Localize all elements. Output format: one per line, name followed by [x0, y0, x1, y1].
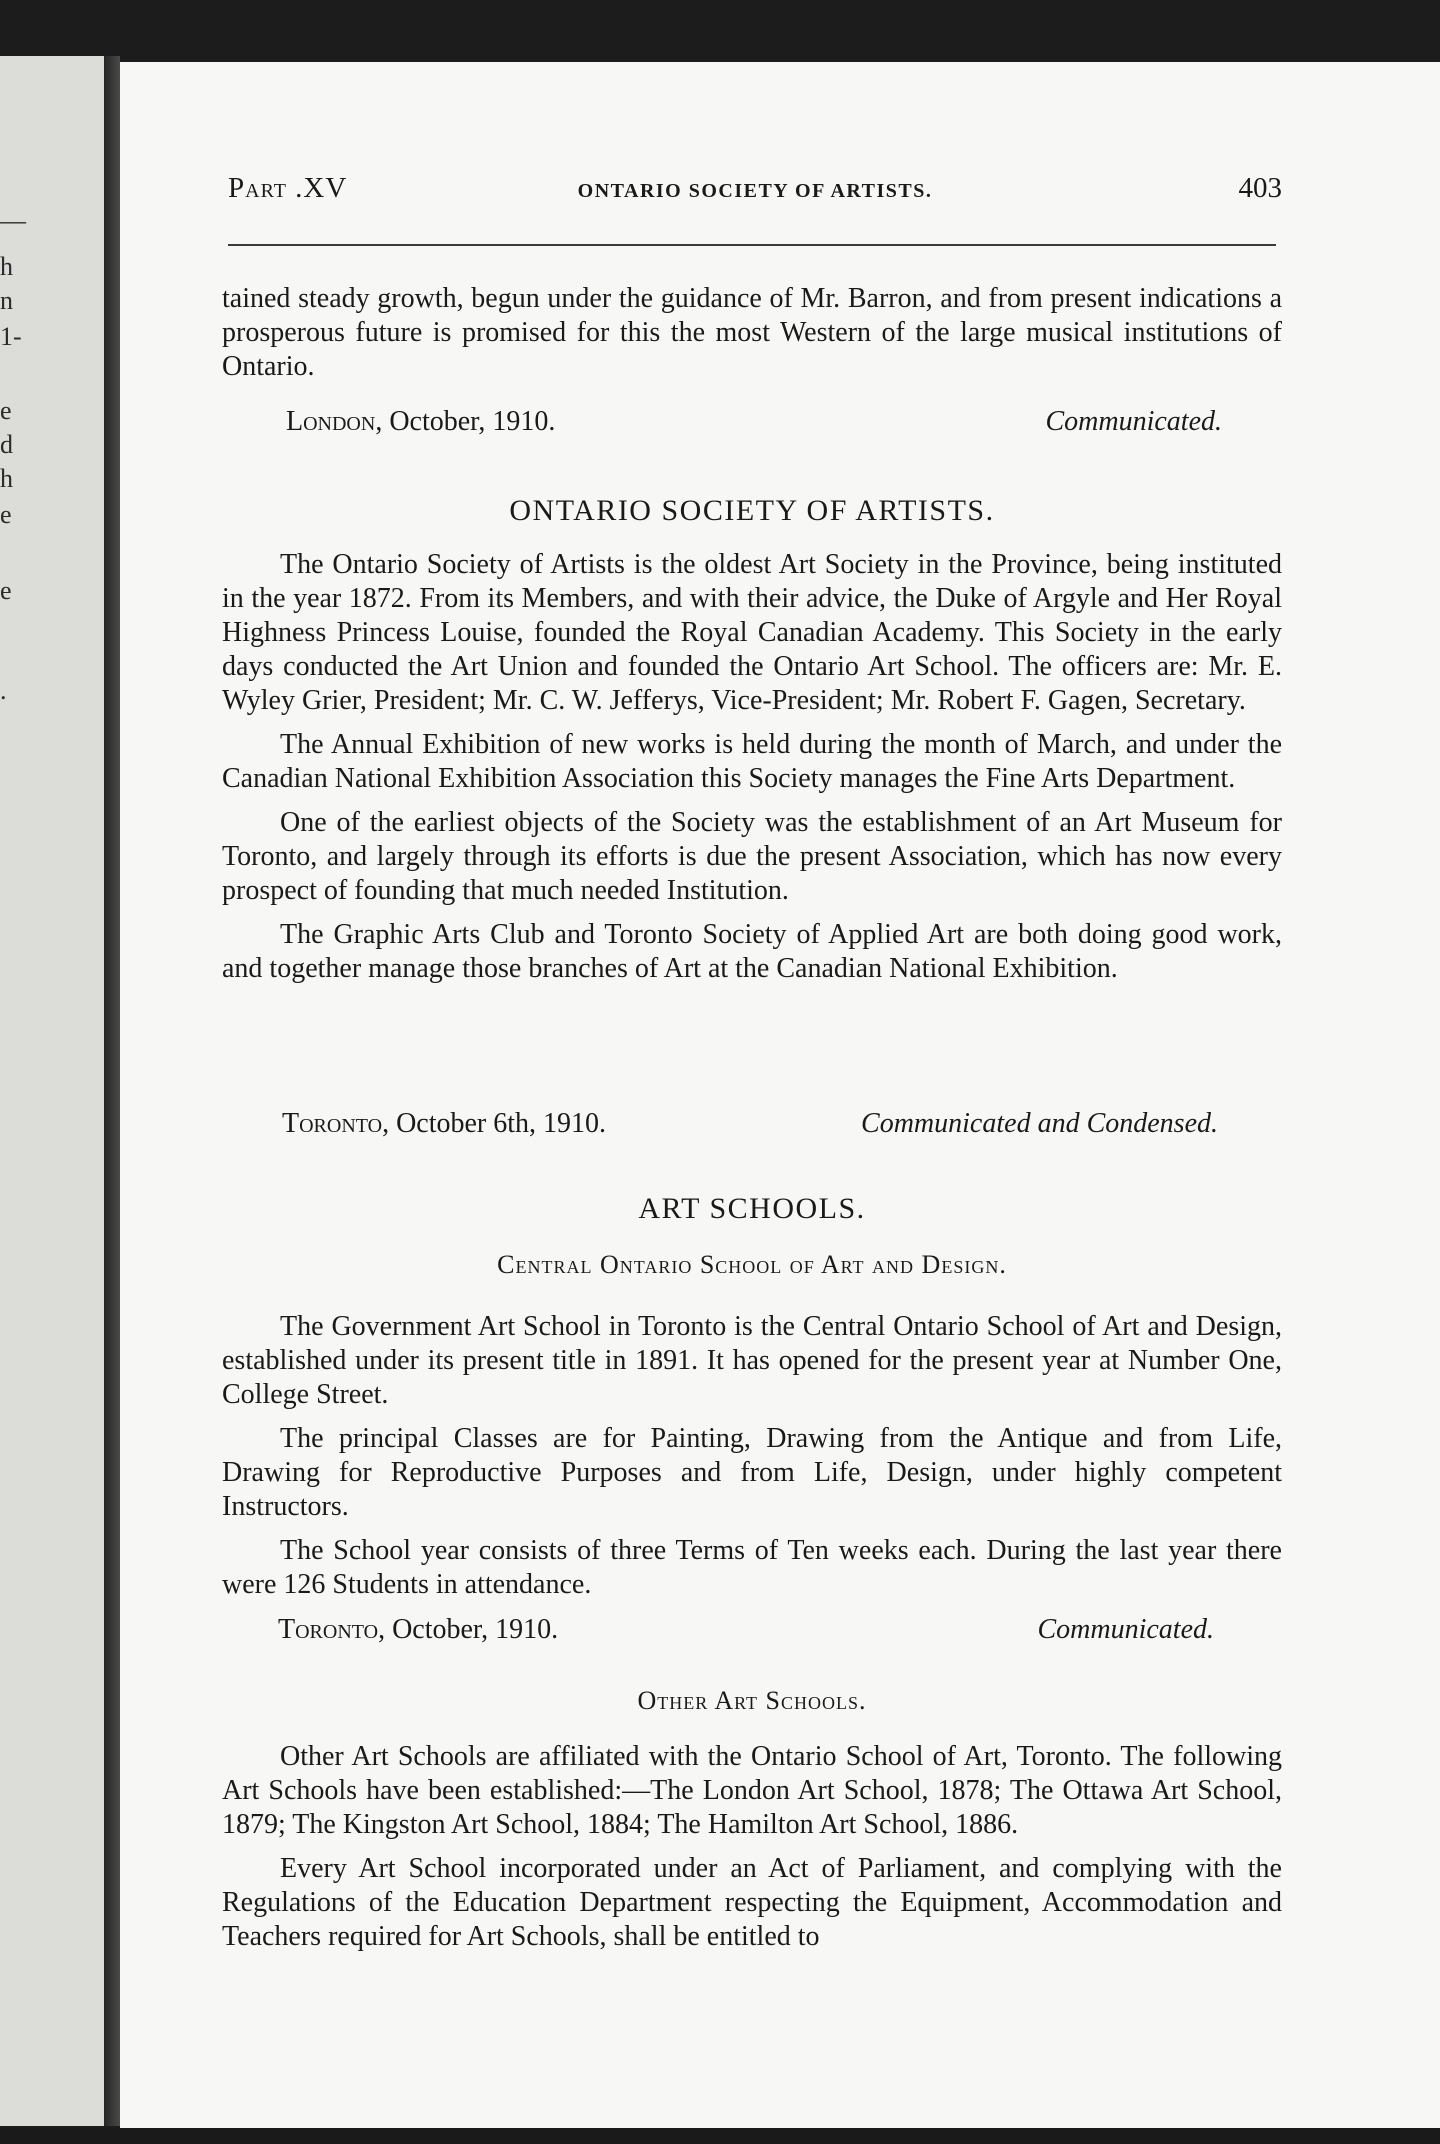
- art-schools-signoff: [278, 1614, 1214, 1650]
- osa-paragraph: The Annual Exhibition of new works is held during the month of March, and under the Canadian National Exhibition Association this Society manages the Fine Arts Department.: [222, 729, 1282, 794]
- previous-page-edge: [0, 56, 104, 2126]
- header-rule: [228, 244, 1276, 246]
- signoff-location: [286, 406, 555, 438]
- previous-page-fragment: .: [0, 676, 7, 705]
- signoff-location: [278, 1614, 558, 1646]
- section-subheading: Other Art Schools.: [637, 1686, 867, 1715]
- other-schools-section: [222, 1740, 1282, 1954]
- previous-page-fragment: —: [0, 206, 26, 235]
- previous-page-fragment: d: [0, 430, 13, 459]
- art-schools-paragraph: The principal Classes are for Painting, Drawing from the Antique and from Life, Drawing for Reproductive Purposes and from Life, Design, under highly competent Instructors.: [222, 1423, 1282, 1522]
- previous-page-fragment: e: [0, 500, 12, 529]
- signoff-date: October 6th, 1910.: [396, 1108, 607, 1139]
- art-schools-paragraph: The School year consists of three Terms of Ten weeks each. During the last year there were 126 Students in attendance.: [222, 1535, 1282, 1600]
- scan-border: [0, 2128, 1440, 2144]
- running-header: [228, 172, 1282, 216]
- osa-paragraph: The Ontario Society of Artists is the oldest Art Society in the Province, being instituted in the year 1872. From its Members, and with their advice, the Duke of Argyle and Her Royal Highness Princess Louise, founded the Royal Canadian Academy. This Society in the early days conducted the Art Union and founded the Ontario Art School. The officers are: Mr. E. Wyley Grier, President; Mr. C. W. Jefferys, Vice-President; Mr. Robert F. Gagen, Secretary.: [222, 549, 1282, 716]
- part-label: Part .XV: [228, 172, 348, 204]
- osa-section: [222, 548, 1282, 986]
- page-number: 403: [1238, 172, 1282, 204]
- signoff-date: October, 1910.: [389, 406, 556, 437]
- signoff-note: Communicated.: [1037, 1614, 1214, 1645]
- previous-page-fragment: 1-: [0, 322, 22, 351]
- section-heading: ONTARIO SOCIETY OF ARTISTS.: [509, 494, 995, 527]
- osa-paragraph: The Graphic Arts Club and Toronto Society of Applied Art are both doing good work, and together manage those branches of Art at the Canadian National Exhibition.: [222, 919, 1282, 984]
- signoff-location: [282, 1108, 606, 1140]
- other-schools-paragraph: Every Art School incorporated under an Act of Parliament, and complying with the Regulations of the Education Department respecting the Equipment, Accommodation and Teachers required for Art Schools, shall be entitled to: [222, 1853, 1282, 1952]
- previous-page-fragment: n: [0, 286, 13, 315]
- previous-page-fragment: h: [0, 464, 13, 493]
- intro-signoff: [286, 406, 1222, 442]
- art-schools-section: [222, 1310, 1282, 1602]
- signoff-place: London,: [286, 406, 383, 437]
- osa-signoff: [282, 1108, 1218, 1144]
- other-schools-paragraph: Other Art Schools are affiliated with the Ontario School of Art, Toronto. The following Art Schools have been established:—The London Art School, 1878; The Ottawa Art School, 1879; The Kingston Art School, 1884; The Hamilton Art School, 1886.: [222, 1741, 1282, 1840]
- previous-page-fragment: e: [0, 576, 12, 605]
- running-title: ONTARIO SOCIETY OF ARTISTS.: [577, 180, 933, 202]
- signoff-place: Toronto,: [278, 1614, 386, 1645]
- art-schools-paragraph: The Government Art School in Toronto is the Central Ontario School of Art and Design, established under its present title in 1891. It has opened for the present year at Number One, College Street.: [222, 1311, 1282, 1410]
- signoff-note: Communicated.: [1045, 406, 1222, 437]
- section-heading: ART SCHOOLS.: [638, 1192, 866, 1225]
- intro-paragraph: tained steady growth, begun under the guidance of Mr. Barron, and from present indications a prosperous future is promised for this the most Western of the large musical institutions of Ontario.: [222, 283, 1282, 382]
- previous-page-fragment: h: [0, 252, 13, 281]
- osa-paragraph: One of the earliest objects of the Society was the establishment of an Art Museum for Toronto, and largely through its efforts is due the present Association, which has now every prospect of founding that much needed Institution.: [222, 807, 1282, 906]
- signoff-note: Communicated and Condensed.: [861, 1108, 1218, 1139]
- book-gutter: [104, 56, 120, 2126]
- intro-section: [222, 282, 1282, 384]
- signoff-place: Toronto,: [282, 1108, 390, 1139]
- previous-page-fragment: e: [0, 396, 12, 425]
- section-subheading: Central Ontario School of Art and Design.: [497, 1250, 1007, 1279]
- signoff-date: October, 1910.: [392, 1614, 559, 1645]
